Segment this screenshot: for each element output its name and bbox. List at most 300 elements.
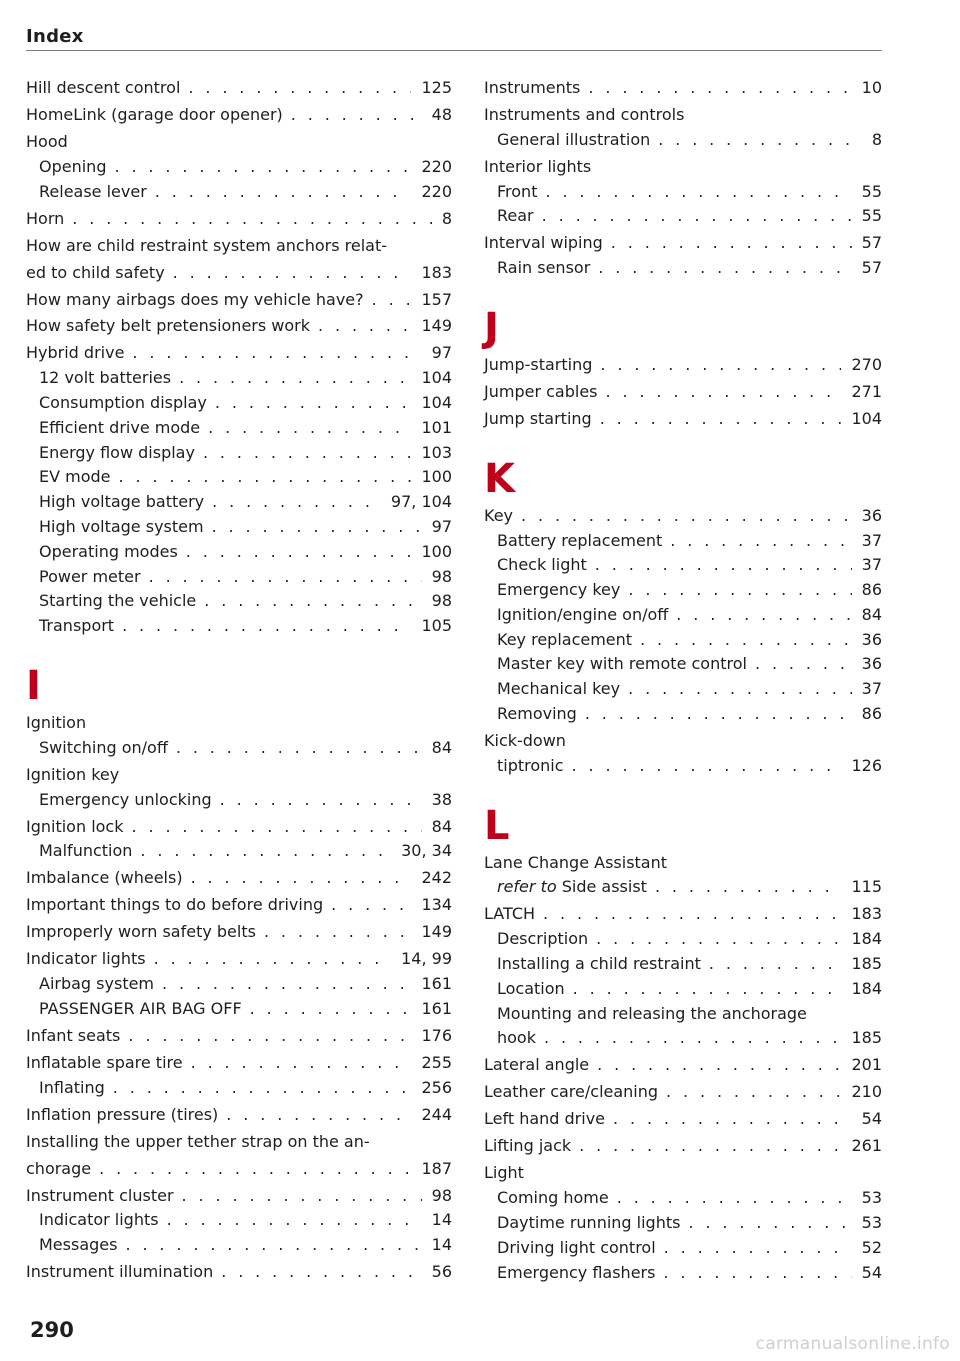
leader-dots: [666, 1080, 841, 1105]
entry-label: Interval wiping: [484, 233, 603, 253]
entry-label: ed to child safety: [26, 262, 165, 282]
leader-dots: [250, 997, 412, 1022]
leader-dots: [588, 76, 851, 101]
index-entry: [26, 130, 452, 155]
index-entry: [26, 261, 452, 286]
entry-page-ref: 100: [421, 467, 452, 487]
index-entry: [484, 902, 882, 927]
entry-label: Starting the vehicle: [39, 591, 197, 611]
entry-page-ref: 161: [421, 974, 452, 994]
entry-label: Rear: [497, 206, 534, 226]
entry-label: Daytime running lights: [497, 1212, 681, 1232]
entry-label: How are child restraint system anchors relat-: [26, 235, 387, 255]
index-subentry: [497, 578, 882, 603]
entry-label: Removing: [497, 704, 577, 724]
entry-page-ref: 8: [441, 208, 452, 228]
entry-page-ref: 37: [861, 555, 882, 575]
watermark: carmanualsonline.info: [755, 1334, 950, 1354]
entry-label: Hybrid drive: [26, 343, 125, 363]
index-subentry: [497, 529, 882, 554]
entry-page-ref: 38: [431, 789, 452, 809]
entry-label: EV mode: [39, 467, 111, 487]
entry-page-ref: 97: [431, 517, 452, 537]
index-entry: [484, 155, 882, 180]
index-subentry: [497, 603, 882, 628]
leader-dots: [119, 465, 412, 490]
entry-label: Horn: [26, 208, 65, 228]
entry-page-ref: 105: [421, 616, 452, 636]
leader-dots: [676, 603, 851, 628]
entry-page-ref: 101: [421, 417, 452, 437]
index-subentry: [39, 490, 452, 515]
index-entry: [26, 288, 452, 313]
leader-dots: [188, 76, 411, 101]
entry-label: Ignition/engine on/off: [497, 604, 669, 624]
index-entry: [484, 1161, 882, 1186]
entry-label: HomeLink (garage door opener): [26, 104, 283, 124]
entry-label: Front: [497, 181, 538, 201]
entry-label: High voltage battery: [39, 492, 205, 512]
leader-dots: [220, 788, 422, 813]
index-entry: [26, 893, 452, 918]
entry-page-ref: 184: [851, 978, 882, 998]
index-subentry: [497, 677, 882, 702]
entry-label: Light: [484, 1163, 524, 1183]
entry-label: Lifting jack: [484, 1136, 572, 1156]
index-subentry: [497, 702, 882, 727]
entry-label: Imbalance (wheels): [26, 868, 183, 888]
entry-page-ref: 104: [421, 368, 452, 388]
index-entry: [484, 1053, 882, 1078]
leader-dots: [318, 314, 411, 339]
leader-dots: [331, 893, 411, 918]
index-entry: [26, 763, 452, 788]
entry-page-ref: 104: [851, 408, 882, 428]
entry-page-ref: 57: [861, 258, 882, 278]
index-subentry: [497, 1236, 882, 1261]
entry-page-ref: 53: [861, 1188, 882, 1208]
leader-dots: [658, 128, 862, 153]
entry-page-ref: 14, 99: [401, 949, 452, 969]
entry-page-ref: 54: [861, 1262, 882, 1282]
index-entry: [26, 711, 452, 736]
index-subentry: [39, 589, 452, 614]
index-entry: [26, 920, 452, 945]
leader-dots: [132, 341, 421, 366]
entry-label: Battery replacement: [497, 530, 663, 550]
entry-page-ref: 184: [851, 929, 882, 949]
entry-label: Driving light control: [497, 1237, 656, 1257]
index-entry: [26, 1184, 452, 1209]
entry-label: Release lever: [39, 181, 147, 201]
entry-label: Instruments and controls: [484, 104, 685, 124]
leader-dots: [655, 875, 842, 900]
leader-dots: [664, 1236, 852, 1261]
entry-page-ref: 126: [851, 755, 882, 775]
leader-dots: [585, 702, 852, 727]
leader-dots: [372, 288, 412, 313]
leader-dots: [663, 1261, 851, 1286]
index-subentry: [39, 839, 452, 864]
index-entry: [484, 504, 882, 529]
entry-label: Coming home: [497, 1188, 609, 1208]
entry-page-ref: 53: [861, 1212, 882, 1232]
index-subentry: [39, 391, 452, 416]
entry-label: Power meter: [39, 566, 141, 586]
entry-label: Key: [484, 505, 514, 525]
entry-page-ref: 183: [851, 904, 882, 924]
leader-dots: [755, 652, 852, 677]
index-entry: [484, 851, 882, 876]
entry-label: Ignition key: [26, 764, 120, 784]
entry-label: Switching on/off: [39, 737, 168, 757]
entry-label: Malfunction: [39, 841, 133, 861]
entry-page-ref: 14: [431, 1235, 452, 1255]
entry-label: Mounting and releasing the anchorage: [497, 1003, 807, 1023]
entry-label: Jump-starting: [484, 354, 593, 374]
entry-page-ref: 242: [421, 868, 452, 888]
entry-page-ref: 157: [421, 289, 452, 309]
leader-dots: [595, 553, 852, 578]
leader-dots: [212, 490, 381, 515]
index-entry: [26, 234, 452, 259]
entry-page-ref: 57: [861, 233, 882, 253]
entry-page-ref: 220: [421, 156, 452, 176]
index-subentry: [497, 1211, 882, 1236]
entry-label: Inflation pressure (tires): [26, 1104, 219, 1124]
index-subentry: [497, 553, 882, 578]
index-subentry: [497, 952, 882, 977]
index-entry: [484, 407, 882, 432]
index-subentry: [497, 1026, 882, 1051]
entry-label: Instrument illumination: [26, 1262, 214, 1282]
entry-label: LATCH: [484, 904, 536, 924]
index-entry: [26, 1130, 452, 1155]
entry-label: Mechanical key: [497, 679, 621, 699]
index-entry: [26, 1024, 452, 1049]
leader-dots: [212, 515, 422, 540]
leader-dots: [167, 1208, 422, 1233]
section-letter: I: [26, 663, 41, 710]
header-divider: [26, 50, 882, 51]
entry-label: Check light: [497, 555, 587, 575]
index-entry: [26, 866, 452, 891]
index-subentry: [497, 1261, 882, 1286]
page-number: 290: [30, 1318, 74, 1342]
leader-dots: [122, 614, 411, 639]
leader-dots: [215, 391, 412, 416]
leader-dots: [572, 754, 842, 779]
entry-page-ref: 271: [851, 381, 882, 401]
index-subentry: [39, 1233, 452, 1258]
leader-dots: [579, 1134, 841, 1159]
entry-page-ref: 54: [861, 1109, 882, 1129]
entry-label: Improperly worn safety belts: [26, 922, 256, 942]
entry-label: Operating modes: [39, 541, 178, 561]
entry-page-ref: 220: [421, 181, 452, 201]
index-subentry: [497, 1186, 882, 1211]
entry-page-ref: 52: [861, 1237, 882, 1257]
leader-dots: [640, 628, 852, 653]
leader-dots: [670, 529, 851, 554]
entry-label: 12 volt batteries: [39, 368, 172, 388]
leader-dots: [140, 839, 391, 864]
entry-page-ref: 261: [851, 1136, 882, 1156]
entry-page-ref: 86: [861, 580, 882, 600]
leader-dots: [113, 1076, 412, 1101]
entry-label: Emergency flashers: [497, 1262, 656, 1282]
entry-page-ref: 185: [851, 954, 882, 974]
entry-label: tiptronic: [497, 755, 564, 775]
index-column-right: [484, 76, 882, 1285]
leader-dots: [128, 1024, 411, 1049]
entry-label: Emergency key: [497, 580, 621, 600]
index-entry: [484, 231, 882, 256]
index-subentry: [497, 256, 882, 281]
entry-page-ref: 36: [861, 654, 882, 674]
index-entry: [26, 207, 452, 232]
entry-page-ref: 270: [851, 354, 882, 374]
index-subentry: [497, 1002, 882, 1027]
index-subentry: [39, 515, 452, 540]
leader-dots: [521, 504, 852, 529]
entry-label: PASSENGER AIR BAG OFF: [39, 998, 242, 1018]
leader-dots: [226, 1103, 411, 1128]
entry-label: Lane Change Assistant: [484, 852, 668, 872]
leader-dots: [154, 947, 392, 972]
entry-label: Ignition lock: [26, 816, 124, 836]
leader-dots: [613, 1107, 852, 1132]
leader-dots: [182, 1184, 422, 1209]
leader-dots: [542, 204, 852, 229]
leader-dots: [573, 977, 842, 1002]
index-subentry: [39, 788, 452, 813]
index-entry: [26, 947, 452, 972]
index-subentry: [497, 628, 882, 653]
index-entry: [484, 76, 882, 101]
entry-label: [497, 875, 647, 900]
index-subentry: [497, 204, 882, 229]
entry-label: High voltage system: [39, 517, 204, 537]
entry-page-ref: 36: [861, 629, 882, 649]
entry-page-ref: 103: [421, 442, 452, 462]
entry-label: chorage: [26, 1158, 92, 1178]
entry-label: Indicator lights: [39, 1210, 159, 1230]
entry-page-ref: 14: [431, 1210, 452, 1230]
entry-page-ref: 84: [431, 737, 452, 757]
leader-dots: [600, 353, 841, 378]
leader-dots: [544, 1026, 841, 1051]
leader-dots: [132, 815, 422, 840]
entry-page-ref: 55: [861, 206, 882, 226]
index-column-left: [26, 76, 452, 1285]
index-subentry: [39, 565, 452, 590]
leader-dots: [628, 578, 851, 603]
index-entry: [26, 314, 452, 339]
leader-dots: [204, 589, 421, 614]
entry-page-ref: 104: [421, 393, 452, 413]
leader-dots: [598, 256, 851, 281]
index-entry: [26, 1103, 452, 1128]
index-entry: [484, 1080, 882, 1105]
entry-label: Important things to do before driving: [26, 895, 324, 915]
leader-dots: [617, 1186, 852, 1211]
entry-label: hook: [497, 1028, 536, 1048]
entry-label: Opening: [39, 156, 107, 176]
index-entry: [484, 1134, 882, 1159]
entry-label: How safety belt pretensioners work: [26, 316, 310, 336]
entry-page-ref: 48: [431, 104, 452, 124]
leader-dots: [162, 972, 411, 997]
entry-page-ref: 255: [421, 1052, 452, 1072]
index-subentry: [39, 540, 452, 565]
index-subentry: [497, 754, 882, 779]
index-entry: [26, 341, 452, 366]
entry-label: Kick-down: [484, 731, 566, 751]
entry-page-ref: 37: [861, 530, 882, 550]
entry-label: Inflating: [39, 1077, 105, 1097]
entry-page-ref: 210: [851, 1082, 882, 1102]
entry-page-ref: 187: [421, 1158, 452, 1178]
index-entry: [26, 1051, 452, 1076]
leader-dots: [606, 380, 842, 405]
entry-page-ref: 56: [431, 1262, 452, 1282]
leader-dots: [203, 441, 412, 466]
entry-label: Ignition: [26, 713, 87, 733]
entry-label: Master key with remote control: [497, 654, 747, 674]
entry-label: Installing the upper tether strap on the an-: [26, 1131, 370, 1151]
leader-dots: [264, 920, 412, 945]
leader-dots: [72, 207, 432, 232]
entry-page-ref: 149: [421, 316, 452, 336]
entry-page-ref: 98: [431, 1185, 452, 1205]
entry-label: Leather care/cleaning: [484, 1082, 659, 1102]
entry-label: Energy flow display: [39, 442, 195, 462]
entry-page-ref: 134: [421, 895, 452, 915]
entry-label-text: Side assist: [561, 877, 647, 897]
leader-dots: [600, 407, 842, 432]
index-entry: [26, 1157, 452, 1182]
index-subentry: [39, 416, 452, 441]
entry-page-ref: 256: [421, 1077, 452, 1097]
entry-page-ref: 149: [421, 922, 452, 942]
leader-dots: [709, 952, 842, 977]
entry-label: Infant seats: [26, 1025, 121, 1045]
entry-page-ref: 86: [861, 704, 882, 724]
index-entry: [484, 103, 882, 128]
entry-label: Lateral angle: [484, 1055, 590, 1075]
entry-label: General illustration: [497, 129, 651, 149]
entry-page-ref: 97: [431, 343, 452, 363]
entry-page-ref: 84: [431, 816, 452, 836]
entry-label: Jump starting: [484, 408, 592, 428]
entry-label: Hood: [26, 131, 68, 151]
entry-label: Airbag system: [39, 974, 155, 994]
section-letter: K: [484, 455, 515, 502]
index-subentry: [497, 927, 882, 952]
entry-page-ref: 161: [421, 998, 452, 1018]
index-subentry: [39, 972, 452, 997]
leader-dots: [688, 1211, 851, 1236]
entry-label: How many airbags does my vehicle have?: [26, 289, 364, 309]
leader-dots: [545, 180, 851, 205]
entry-page-ref: 98: [431, 566, 452, 586]
index-subentry: [39, 614, 452, 639]
entry-label: Jumper cables: [484, 381, 598, 401]
index-entry: [484, 380, 882, 405]
entry-page-ref: 100: [421, 541, 452, 561]
index-subentry: [497, 977, 882, 1002]
entry-page-ref: 36: [861, 505, 882, 525]
entry-label: Description: [497, 929, 589, 949]
leader-dots: [191, 1051, 412, 1076]
entry-page-ref: 97, 104: [390, 492, 452, 512]
leader-dots: [208, 416, 411, 441]
entry-label: Rain sensor: [497, 258, 591, 278]
index-subentry: [497, 652, 882, 677]
entry-label: Installing a child restraint: [497, 954, 701, 974]
leader-dots: [597, 1053, 841, 1078]
entry-page-ref: 30, 34: [401, 841, 452, 861]
leader-dots: [149, 565, 422, 590]
index-subentry: [39, 155, 452, 180]
entry-label: Messages: [39, 1235, 118, 1255]
leader-dots: [291, 103, 422, 128]
entry-page-ref: 8: [871, 129, 882, 149]
leader-dots: [99, 1157, 411, 1182]
index-entry: [484, 1107, 882, 1132]
section-letter: L: [484, 802, 510, 849]
index-subentry: [39, 465, 452, 490]
entry-label: Indicator lights: [26, 949, 146, 969]
entry-label: Consumption display: [39, 393, 207, 413]
index-entry: [26, 76, 452, 101]
leader-dots: [114, 155, 411, 180]
index-subentry: [497, 128, 882, 153]
index-subentry: [39, 180, 452, 205]
entry-label: Instruments: [484, 78, 581, 97]
index-entry: [26, 1260, 452, 1285]
leader-dots: [543, 902, 841, 927]
entry-page-ref: 37: [861, 679, 882, 699]
index-subentry: [39, 997, 452, 1022]
index-entry: [484, 353, 882, 378]
index-subentry: [39, 1076, 452, 1101]
leader-dots: [628, 677, 852, 702]
entry-prefix: refer to: [497, 877, 557, 897]
leader-dots: [155, 180, 412, 205]
leader-dots: [596, 927, 841, 952]
entry-label: Interior lights: [484, 156, 592, 176]
entry-label: Key replacement: [497, 629, 633, 649]
page-header-title: Index: [26, 26, 84, 47]
leader-dots: [125, 1233, 421, 1258]
index-subentry: [497, 875, 882, 900]
entry-page-ref: 125: [421, 78, 452, 97]
leader-dots: [611, 231, 852, 256]
index-subentry: [39, 1208, 452, 1233]
index-subentry: [39, 736, 452, 761]
entry-label: Hill descent control: [26, 78, 181, 97]
entry-label: Transport: [39, 616, 115, 636]
leader-dots: [221, 1260, 421, 1285]
entry-page-ref: 183: [421, 262, 452, 282]
index-subentry: [39, 441, 452, 466]
leader-dots: [176, 736, 422, 761]
entry-page-ref: 185: [851, 1028, 882, 1048]
index-subentry: [497, 180, 882, 205]
entry-page-ref: 201: [851, 1055, 882, 1075]
